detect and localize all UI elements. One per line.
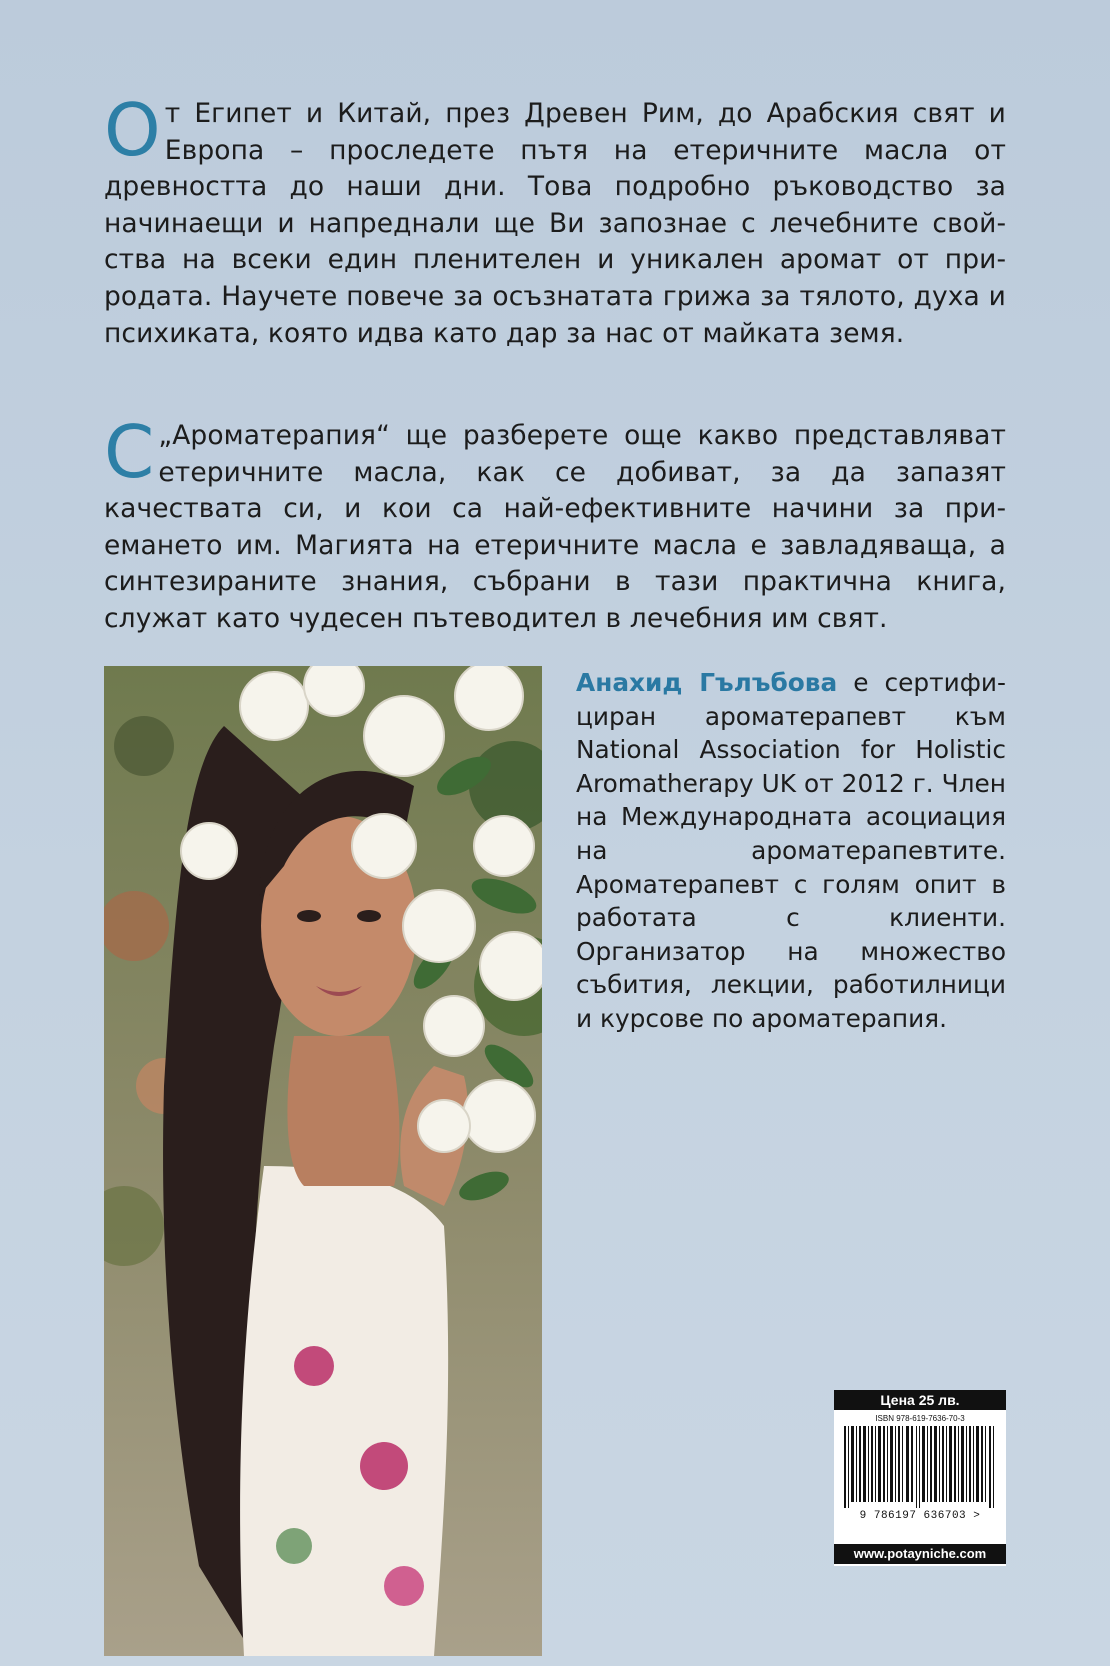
drop-cap-o: О bbox=[104, 88, 161, 172]
author-name: Анахид Гълъбова bbox=[576, 668, 838, 697]
publisher-url: www.potayniche.com bbox=[834, 1544, 1006, 1564]
barcode-digits: 9 786197 636703 > bbox=[859, 1510, 981, 1522]
author-bio-text: е сертифициран ароматерапевт към National Association for Holistic Aromatherapy UK от 2012 г. Член на Международната асоциация на ароматерапевтите. Ароматерапевт с голям опит в работата с клиенти. Организатор на множество събития, лекции, работилници и курсове по ароматерапия. bbox=[576, 668, 1006, 1033]
second-paragraph bbox=[104, 410, 1006, 638]
price-label: Цена 25 лв. bbox=[834, 1390, 1006, 1410]
intro-paragraph-text: т Египет и Китай, през Древен Рим, до Арабския свят и Европа – проследете пътя на етеричните масла от древността до наши дни. Това подробно ръководство за начинаещи и напреднали ще Ви запознае с лечебните свойства на всеки един пленителен и уникален аромат от природата. Научете повече за осъзнатата грижа за тялото, духа и психиката, която идва като дар за нас от майката земя. bbox=[104, 98, 1006, 349]
second-paragraph-text: „Ароматерапия“ ще разберете още какво представляват етеричните масла, как се добиват, за да запазят качествата си, и кои са най-ефективните начини за приемането им. Магията на етеричните масла е завладяваща, а синтезираните знания, събрани в тази практична книга, служат като чудесен пътеводител в лечебния им свят. bbox=[104, 420, 1006, 634]
author-photo bbox=[104, 666, 542, 1656]
drop-cap-s: С bbox=[104, 410, 155, 494]
isbn-label: ISBN 978-619-7636-70-3 bbox=[875, 1414, 965, 1423]
barcode-block bbox=[834, 1390, 1006, 1566]
author-bio bbox=[576, 666, 1006, 1036]
intro-paragraph bbox=[104, 88, 1006, 352]
barcode-bars bbox=[842, 1426, 998, 1508]
